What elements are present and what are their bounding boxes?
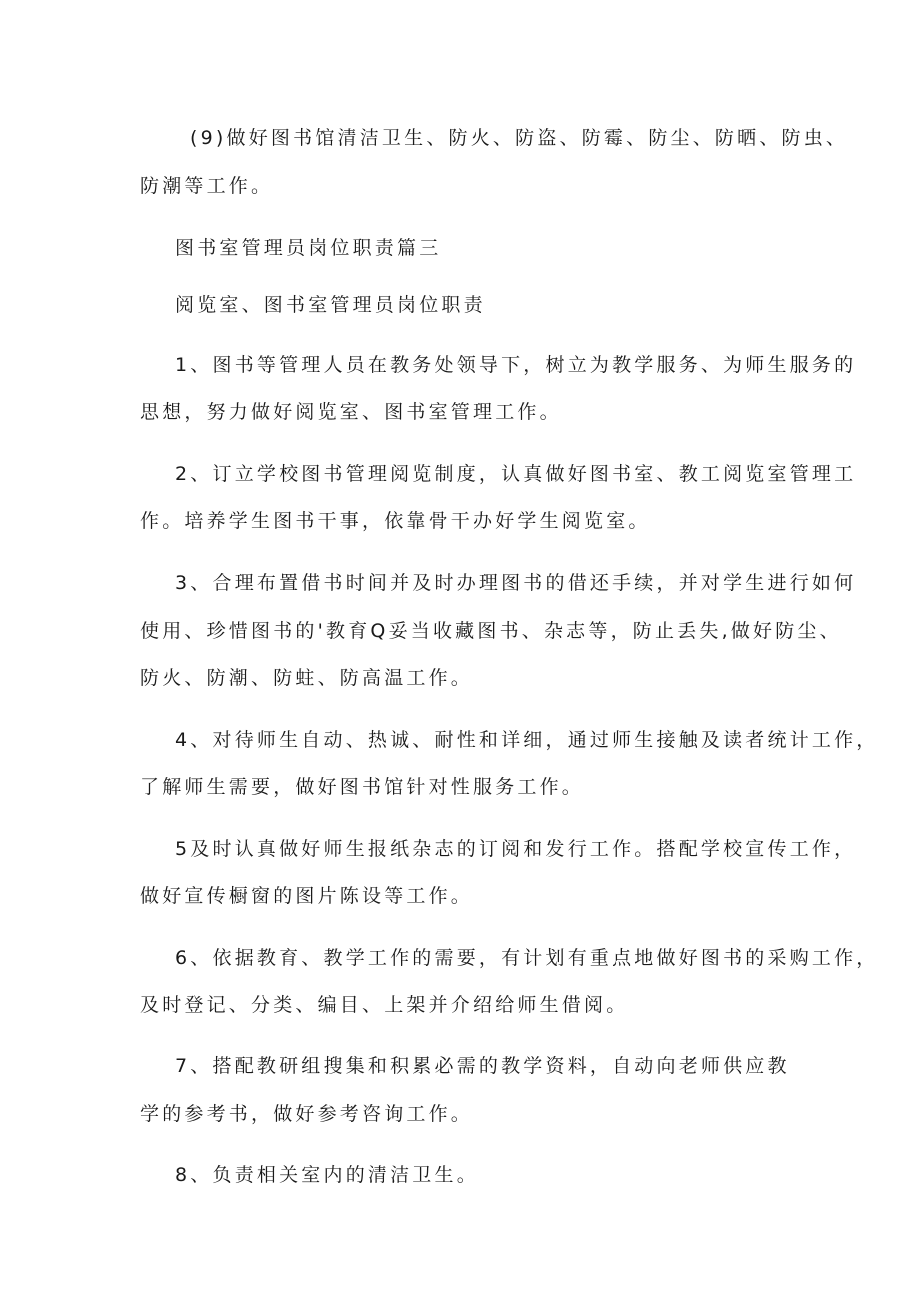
text-line-1: (9)做好图书馆清洁卫生、防火、防盗、防霉、防尘、防晒、防虫、 bbox=[190, 127, 849, 149]
text-line-2: 防潮等工作。 bbox=[140, 175, 274, 197]
item-3-line-1: 3、合理布置借书时间并及时办理图书的借还手续，并对学生进行如何 bbox=[175, 572, 857, 594]
section-heading: 图书室管理员岗位职责篇三 bbox=[175, 237, 442, 259]
item-3-line-3: 防火、防潮、防蛀、防高温工作。 bbox=[140, 667, 474, 689]
section-subheading: 阅览室、图书室管理员岗位职责 bbox=[175, 294, 486, 316]
item-1-line-2: 思想，努力做好阅览室、图书室管理工作。 bbox=[140, 401, 562, 423]
item-7-line-1: 7、搭配教研组搜集和积累必需的教学资料，自动向老师供应教 bbox=[175, 1055, 790, 1077]
item-5-line-2: 做好宣传橱窗的图片陈设等工作。 bbox=[140, 885, 474, 907]
item-2-line-2: 作。培养学生图书干事，依靠骨干办好学生阅览室。 bbox=[140, 510, 651, 532]
item-6-line-1: 6、依据教育、教学工作的需要，有计划有重点地做好图书的采购工作， bbox=[175, 947, 879, 969]
item-4-line-2: 了解师生需要，做好图书馆针对性服务工作。 bbox=[140, 776, 585, 798]
item-8-line-1: 8、负责相关室内的清洁卫生。 bbox=[175, 1164, 479, 1186]
item-5-line-1: 5及时认真做好师生报纸杂志的订阅和发行工作。搭配学校宣传工作， bbox=[175, 838, 857, 860]
item-3-line-2: 使用、珍惜图书的'教育Q妥当收藏图书、杂志等，防止丢失,做好防尘、 bbox=[140, 620, 842, 642]
item-4-line-1: 4、对待师生自动、热诚、耐性和详细，通过师生接触及读者统计工作， bbox=[175, 729, 879, 751]
item-6-line-2: 及时登记、分类、编目、上架并介绍给师生借阅。 bbox=[140, 994, 629, 1016]
item-2-line-1: 2、订立学校图书管理阅览制度，认真做好图书室、教工阅览室管理工 bbox=[175, 463, 857, 485]
item-1-line-1: 1、图书等管理人员在教务处领导下，树立为教学服务、为师生服务的 bbox=[175, 354, 857, 376]
item-7-line-2: 学的参考书，做好参考咨询工作。 bbox=[140, 1103, 474, 1125]
